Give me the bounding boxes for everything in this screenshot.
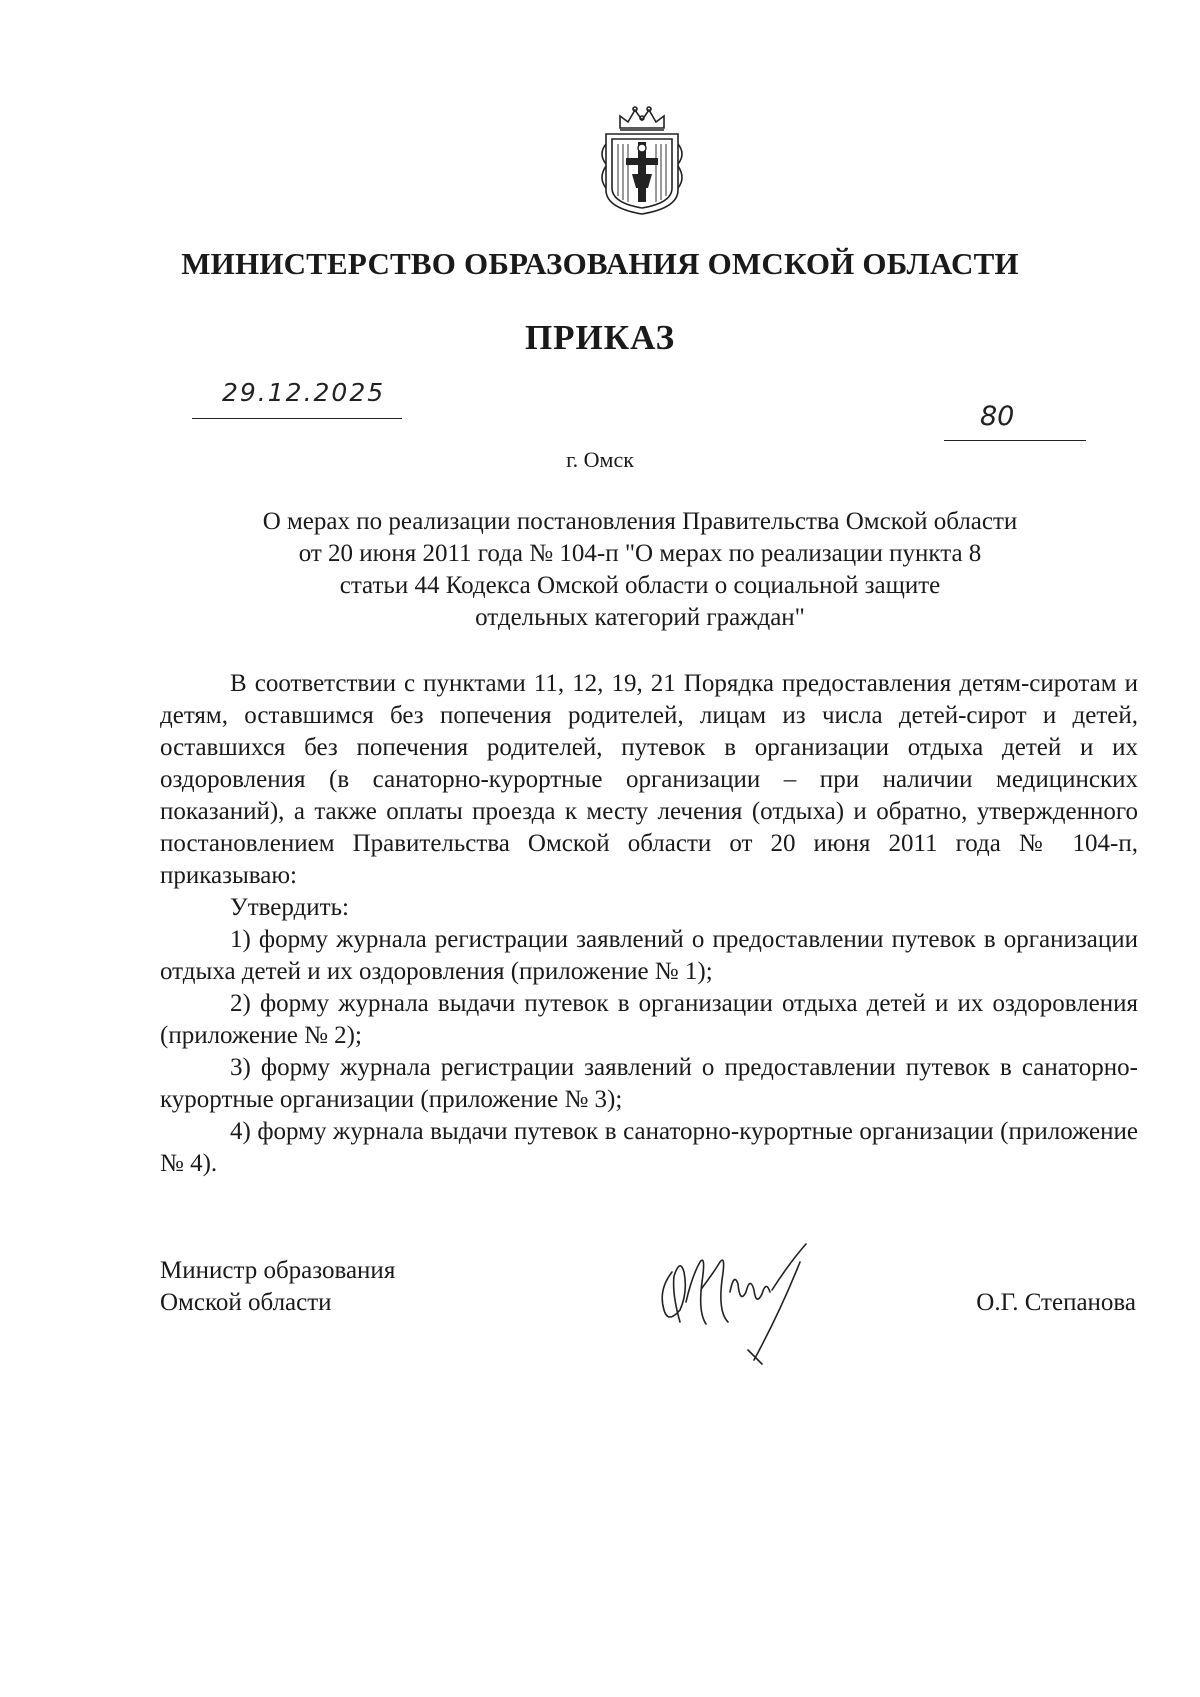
- subject-line: отдельных категорий граждан": [475, 604, 805, 631]
- omsk-coat-of-arms-icon: [596, 104, 688, 216]
- signer-position-line: Омской области: [160, 1289, 332, 1316]
- order-body: [160, 668, 1138, 1180]
- order-number: 80: [980, 401, 1015, 432]
- ministry-name: МИНИСТЕРСТВО ОБРАЗОВАНИЯ ОМСКОЙ ОБЛАСТИ: [181, 246, 1019, 281]
- subject-line: статьи 44 Кодекса Омской области о социальной защите: [339, 572, 941, 599]
- subject-line: от 20 июня 2011 года № 104-п "О мерах по реализации пункта 8: [298, 540, 982, 567]
- signer-position: [160, 1255, 395, 1319]
- number-underline: [944, 440, 1086, 441]
- order-date: 29.12.2025: [222, 378, 386, 407]
- subject-line: О мерах по реализации постановления Правительства Омской области: [262, 508, 1018, 535]
- document-type-title: ПРИКАЗ: [524, 318, 676, 357]
- signer-position-line: Министр образования: [160, 1257, 396, 1284]
- handwritten-signature-icon: [650, 1232, 820, 1372]
- order-item: 1) форму журнала регистрации заявлений о предоставлении путевок в организации отдыха детей и их оздоровления (приложение № 1);: [160, 926, 1138, 985]
- approve-label: Утвердить:: [230, 894, 349, 921]
- preamble-paragraph: В соответствии с пунктами 11, 12, 19, 21 Порядка предоставления детям-сиротам и детям, оставшимся без попечения родителей, лицам из числа детей-сирот и детей, оставшихся без попечения родителей, путевок в организации отдыха детей и их оздоровления (в санаторно-курортные организации – при наличии медицинских показаний), а также оплаты проезда к месту лечения (отдыха) и обратно, утвержденного постановлением Правительства Омской области от 20 июня 2011 года № 104-п, приказываю:: [160, 670, 1138, 889]
- city-line: г. Омск: [566, 447, 634, 472]
- order-item: 3) форму журнала регистрации заявлений о предоставлении путевок в санаторно-курортные организации (приложение № 3);: [160, 1054, 1138, 1113]
- order-item: 2) форму журнала выдачи путевок в организации отдыха детей и их оздоровления (приложение № 2);: [160, 990, 1138, 1049]
- date-underline: [192, 418, 402, 419]
- signer-name: О.Г. Степанова: [976, 1289, 1136, 1316]
- order-subject: [200, 506, 1080, 634]
- order-item: 4) форму журнала выдачи путевок в санаторно-курортные организации (приложение № 4).: [160, 1118, 1138, 1177]
